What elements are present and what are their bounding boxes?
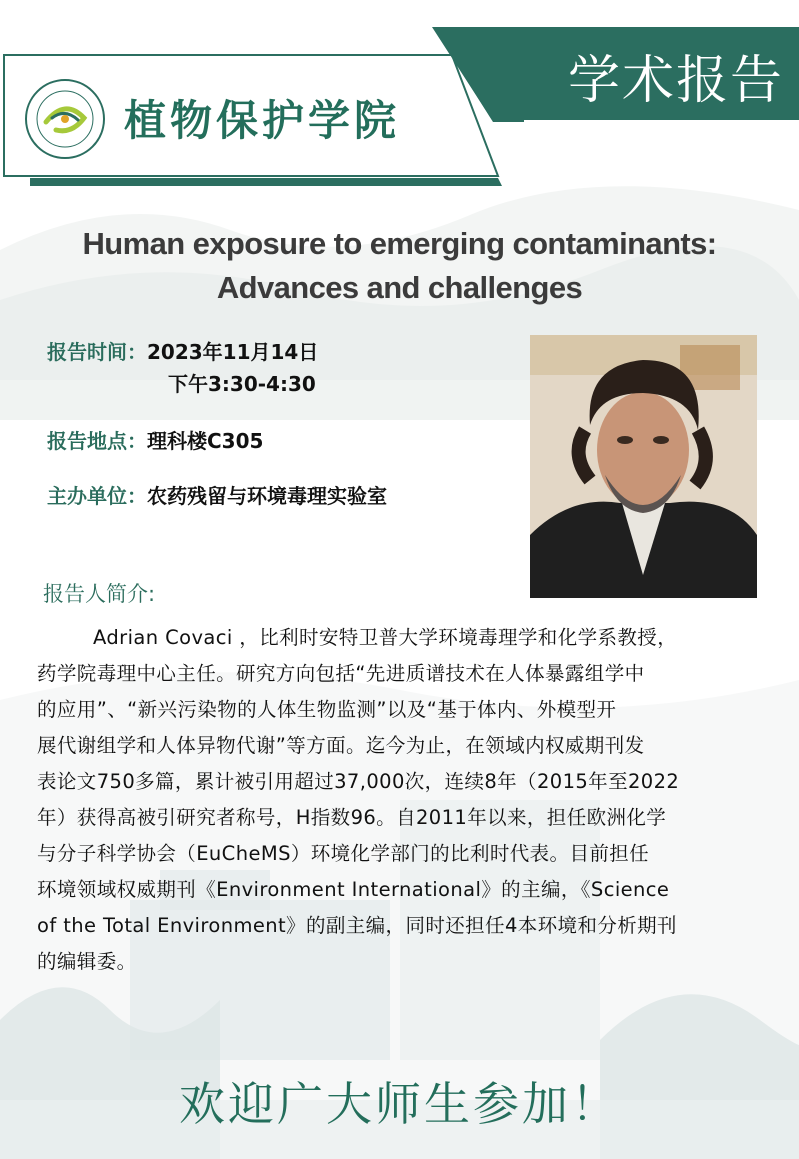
- bio-line: 表论文750多篇，累计被引用超过37,000次，连续8年（2015年至2022: [37, 770, 680, 793]
- time-label: 报告时间：: [47, 340, 147, 364]
- bio-line: 药学院毒理中心主任。研究方向包括“先进质谱技术在人体暴露组学中: [37, 662, 645, 685]
- bio-heading: 报告人简介:: [43, 582, 156, 606]
- place-value: 理科楼C305: [147, 429, 264, 453]
- bio-line: 环境领域权威期刊《Environment International》的主编，《Science: [37, 878, 670, 901]
- bio-line: 年）获得高被引研究者称号，H指数96。自2011年以来，担任欧洲化学: [37, 806, 667, 829]
- host-label: 主办单位：: [47, 484, 147, 508]
- talk-place: [47, 425, 263, 454]
- place-label: 报告地点：: [47, 429, 147, 453]
- talk-title-line-1: Human exposure to emerging contaminants:: [82, 226, 717, 261]
- banner-title: 学术报告: [568, 51, 785, 111]
- bio-line: 与分子科学协会（EuCheMS）环境化学部门的比利时代表。目前担任: [37, 842, 650, 865]
- college-name: 植物保护学院: [124, 96, 401, 145]
- talk-title-line-2: Advances and challenges: [216, 270, 583, 305]
- speaker-bio: [37, 620, 767, 980]
- talk-host: [47, 480, 387, 509]
- time-value-2: 下午3:30-4:30: [168, 372, 316, 396]
- bio-line: 的编辑委。: [37, 950, 137, 973]
- host-value: 农药残留与环境毒理实验室: [147, 484, 387, 508]
- talk-time: [47, 336, 318, 365]
- college-logo: [24, 78, 106, 160]
- talk-title: [0, 222, 799, 310]
- bio-line: 的应用”、“新兴污染物的人体生物监测”以及“基于体内、外模型开: [37, 698, 617, 721]
- speaker-photo: [530, 335, 757, 598]
- talk-time-2: [168, 368, 316, 397]
- welcome-footer: 欢迎广大师生参加！: [179, 1077, 620, 1131]
- time-value: 2023年11月14日: [147, 340, 319, 364]
- bio-line: of the Total Environment》的副主编，同时还担任4本环境和分析期刊: [37, 914, 677, 937]
- bio-line: 展代谢组学和人体异物代谢”等方面。迄今为止，在领域内权威期刊发: [37, 734, 645, 757]
- bio-line: Adrian Covaci ，比利时安特卫普大学环境毒理学和化学系教授，: [93, 626, 678, 649]
